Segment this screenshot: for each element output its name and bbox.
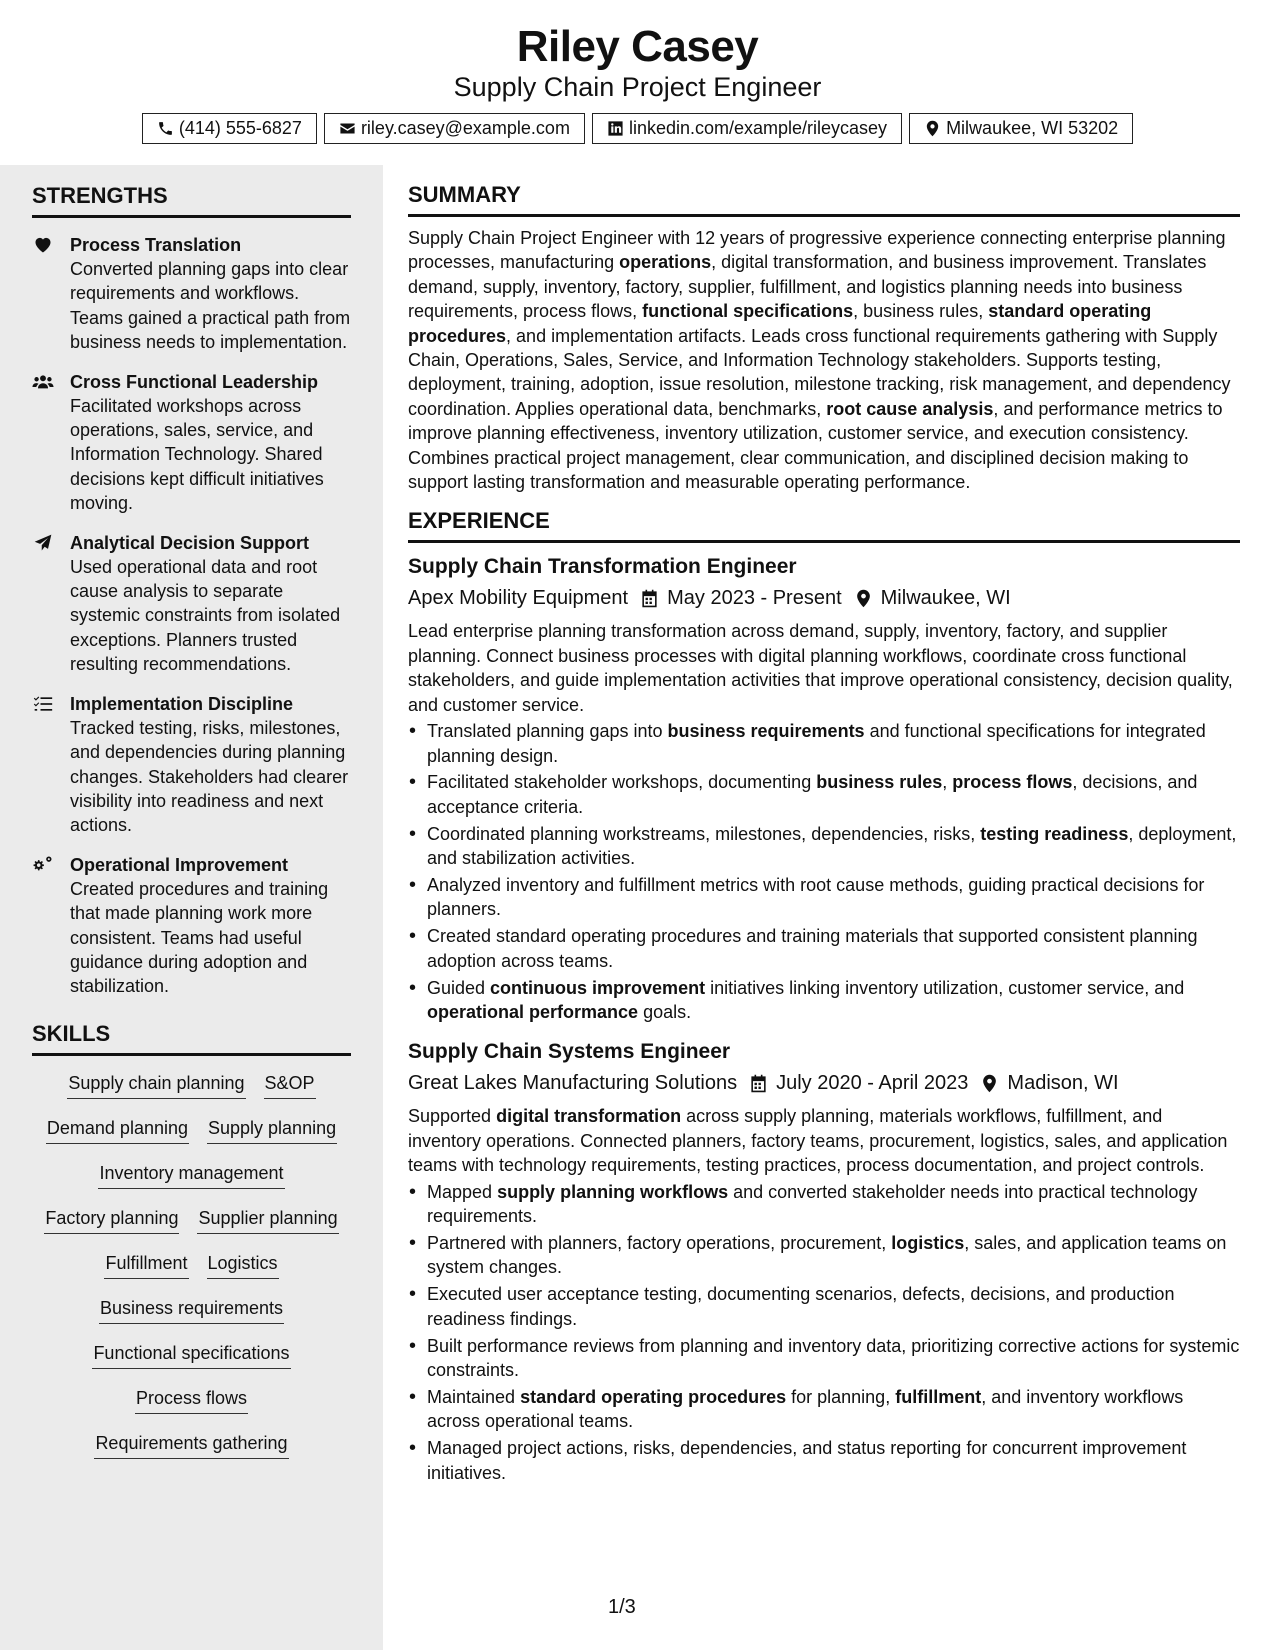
- map-pin-icon: [924, 120, 941, 137]
- job-entry: [408, 1038, 1240, 1485]
- contact-bar: [0, 113, 1275, 144]
- bullet-item: • Guided continuous improvement initiatives linking inventory utilization, customer service, and operational performance goals.: [408, 976, 1240, 1025]
- strengths-heading: STRENGTHS: [32, 183, 351, 218]
- skill-row: [46, 1115, 337, 1160]
- bullet-item: • Facilitated stakeholder workshops, documenting business rules, process flows, decisions, and acceptance criteria.: [408, 770, 1240, 819]
- skill-tag: S&OP: [264, 1070, 316, 1099]
- experience-heading: EXPERIENCE: [408, 508, 1240, 543]
- job-title: Supply Chain Transformation Engineer: [408, 555, 797, 579]
- job-bullets: [408, 719, 1240, 1024]
- company-name: Apex Mobility Equipment: [408, 587, 629, 610]
- job-description: Lead enterprise planning transformation across demand, supply, inventory, factory, and supplier planning. Connect business processes with digital planning workflows, coordinate cross functional stakeholders, and guide implementation activities that improve operational consistency, decision quality, and customer service.: [408, 621, 1233, 715]
- email-text: riley.casey@example.com: [360, 118, 570, 138]
- strength-desc: Facilitated workshops across operations, sales, service, and Information Technology. Shared decisions kept difficult initiatives moving.: [70, 395, 324, 514]
- job-dates: July 2020 - April 2023: [776, 1072, 969, 1095]
- strength-desc: Tracked testing, risks, milestones, and dependencies during planning changes. Stakeholders had clearer visibility into readiness and next actions.: [70, 717, 349, 836]
- job-entry: [408, 553, 1240, 1024]
- job-meta: [408, 1068, 1240, 1098]
- page-number: 1/3: [608, 1596, 636, 1618]
- skill-row: [94, 1430, 288, 1475]
- skill-tag: Fulfillment: [104, 1250, 188, 1279]
- skill-row: [67, 1070, 315, 1115]
- email-contact[interactable]: [324, 113, 585, 144]
- skill-tag: Logistics: [207, 1250, 279, 1279]
- strength-title: Implementation Discipline: [70, 693, 294, 714]
- skill-row: [104, 1250, 278, 1295]
- strength-item: [32, 233, 351, 355]
- skill-row: [99, 1295, 284, 1340]
- phone-icon: [157, 120, 174, 137]
- strength-desc: Created procedures and training that made planning work more consistent. Teams had useful guidance during adoption and stabilization.: [70, 878, 329, 997]
- bullet-item: • Executed user acceptance testing, documenting scenarios, defects, decisions, and production readiness findings.: [408, 1282, 1240, 1331]
- candidate-name: Riley Casey: [516, 22, 759, 71]
- skill-tag: Demand planning: [46, 1115, 189, 1144]
- strength-desc: Converted planning gaps into clear requirements and workflows. Teams gained a practical path from business needs to implementation.: [70, 259, 351, 353]
- bullet-item: • Partnered with planners, factory operations, procurement, logistics, sales, and application teams on system changes.: [408, 1231, 1240, 1280]
- strength-title: Analytical Decision Support: [70, 532, 310, 553]
- company-name: Great Lakes Manufacturing Solutions: [408, 1072, 738, 1095]
- strength-desc: Used operational data and root cause analysis to separate systemic constraints from isolated exceptions. Planners trusted resulting recommendations.: [70, 556, 341, 675]
- map-pin-icon: [980, 1074, 999, 1093]
- location-text: Milwaukee, WI 53202: [946, 118, 1119, 138]
- bullet-item: • Analyzed inventory and fulfillment metrics with root cause methods, guiding practical decisions for planners.: [408, 873, 1240, 922]
- strength-item: [32, 853, 351, 999]
- skills-list: [32, 1070, 351, 1475]
- sidebar: [0, 165, 383, 1650]
- skill-tag: Functional specifications: [92, 1340, 290, 1369]
- bullet-item: • Maintained standard operating procedures for planning, fulfillment, and inventory workflows across operational teams.: [408, 1385, 1240, 1434]
- job-location: Madison, WI: [1007, 1072, 1119, 1095]
- skill-tag: Supply planning: [207, 1115, 337, 1144]
- summary-heading: SUMMARY: [408, 182, 1240, 217]
- linkedin-icon: [607, 120, 624, 137]
- strength-title: Cross Functional Leadership: [70, 371, 319, 392]
- list-check-icon: [32, 694, 54, 714]
- job-dates: May 2023 - Present: [667, 587, 842, 610]
- skill-tag: Factory planning: [44, 1205, 179, 1234]
- bullet-item: • Coordinated planning workstreams, milestones, dependencies, risks, testing readiness, deployment, and stabilization activities.: [408, 822, 1240, 871]
- strength-item: [32, 531, 351, 677]
- paper-plane-icon: [32, 533, 54, 553]
- calendar-icon: [749, 1074, 768, 1093]
- skill-tag: Business requirements: [99, 1295, 284, 1324]
- strength-title: Operational Improvement: [70, 854, 289, 875]
- summary-text: Supply Chain Project Engineer with 12 years of progressive experience connecting enterprise planning processes, manufacturing operations, digital transformation, and business improvement. Translates demand, supply, inventory, factory, supplier, fulfillment, and logistics planning needs into business requirements, process flows, functional specifications, business rules, standard operating procedures, and implementation artifacts. Leads cross functional requirements gathering with Supply Chain, Operations, Sales, Service, and Information Technology stakeholders. Supports testing, deployment, training, adoption, issue resolution, milestone tracking, risk management, and dependency coordination. Applies operational data, benchmarks, root cause analysis, and performance metrics to improve planning effectiveness, inventory utilization, customer service, and execution consistency. Combines practical project management, clear communication, and disciplined decision making to support lasting transformation and measurable operating performance.: [408, 228, 1231, 493]
- strength-title: Process Translation: [70, 235, 242, 255]
- bullet-item: • Mapped supply planning workflows and converted stakeholder needs into practical technology requirements.: [408, 1180, 1240, 1229]
- calendar-icon: [640, 589, 659, 608]
- linkedin-contact[interactable]: [592, 113, 902, 144]
- job-meta: [408, 583, 1240, 613]
- job-bullets: [408, 1180, 1240, 1485]
- bullet-item: • Translated planning gaps into business requirements and functional specifications for integrated planning design.: [408, 719, 1240, 768]
- job-description: Supported digital transformation across supply planning, materials workflows, fulfillment, and inventory operations. Connected planners, factory teams, procurement, logistics, sales, and application teams with technology requirements, testing practices, process documentation, and project controls.: [408, 1106, 1228, 1176]
- skill-row: [44, 1205, 338, 1250]
- linkedin-text: linkedin.com/example/rileycasey: [628, 118, 888, 138]
- envelope-icon: [339, 120, 356, 137]
- skill-tag: Requirements gathering: [94, 1430, 288, 1459]
- skill-tag: Inventory management: [98, 1160, 284, 1189]
- map-pin-icon: [854, 589, 873, 608]
- bullet-item: • Built performance reviews from planning and inventory data, prioritizing corrective actions for systemic constraints.: [408, 1334, 1240, 1383]
- phone-text: (414) 555-6827: [178, 118, 302, 138]
- bullet-item: • Created standard operating procedures and training materials that supported consistent planning adoption across teams.: [408, 924, 1240, 973]
- heart-icon: [32, 235, 54, 255]
- skills-heading: SKILLS: [32, 1021, 351, 1056]
- bullet-item: • Managed project actions, risks, dependencies, and status reporting for concurrent improvement initiatives.: [408, 1436, 1240, 1485]
- candidate-role: Supply Chain Project Engineer: [453, 72, 822, 102]
- strength-item: [32, 692, 351, 838]
- strength-item: [32, 370, 351, 516]
- location-contact: [909, 113, 1133, 144]
- main-column: [408, 182, 1240, 1488]
- job-title: Supply Chain Systems Engineer: [408, 1040, 731, 1064]
- skill-row: [98, 1160, 284, 1205]
- skill-row: [92, 1340, 290, 1385]
- phone-contact[interactable]: [142, 113, 317, 144]
- users-icon: [32, 372, 54, 392]
- skill-tag: Supplier planning: [197, 1205, 338, 1234]
- job-location: Milwaukee, WI: [880, 587, 1011, 610]
- skill-tag: Process flows: [135, 1385, 248, 1414]
- skill-row: [135, 1385, 248, 1430]
- gears-icon: [32, 855, 54, 875]
- skill-tag: Supply chain planning: [67, 1070, 245, 1099]
